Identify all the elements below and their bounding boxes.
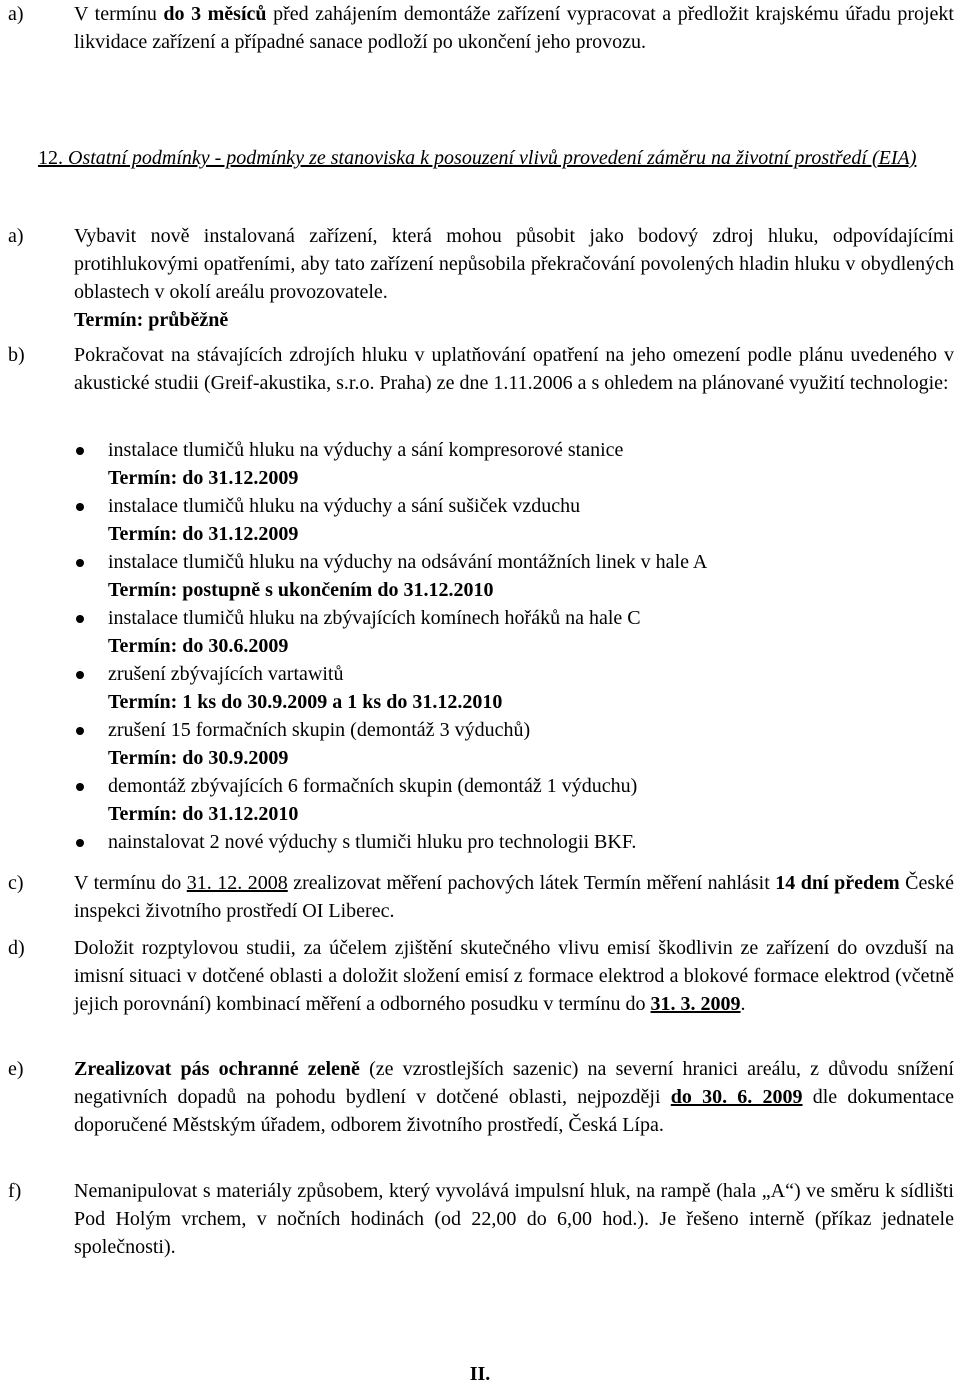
bullet-dot xyxy=(76,503,84,511)
paragraph-item-c: c) V termínu do 31. 12. 2008 zrealizovat měření pachových látek Termín měření nahlásit 14 dní předem České inspekci životního prostředí OI Liberec. xyxy=(74,869,954,925)
list-marker: a) xyxy=(8,3,24,25)
deadline-term: Termín: do 30.9.2009 xyxy=(108,747,289,769)
list-marker: e) xyxy=(8,1058,24,1080)
bullet-dot xyxy=(76,559,84,567)
bullet-dot xyxy=(76,447,84,455)
deadline-term: Termín: postupně s ukončením do 31.12.2010 xyxy=(108,579,494,601)
list-marker: d) xyxy=(8,937,25,959)
deadline-term: Termín: do 30.6.2009 xyxy=(108,635,289,657)
list-marker: c) xyxy=(8,872,24,894)
next-section-heading: II. xyxy=(469,1363,491,1385)
section-heading-12 xyxy=(38,145,956,172)
paragraph-item-e: e) Zrealizovat pás ochranné zeleně (ze vzrostlejších sazenic) na severní hranici areálu, z důvodu snížení negativních dopadů na pohodu bydlení v dotčené oblasti, nejpozději do 30. 6. 2009 dle dokumentace doporučené Městským úřadem, odborem životního prostředí, Česká Lípa. xyxy=(74,1055,954,1139)
list-item: nainstalovat 2 nové výduchy s tlumiči hluku pro technologii BKF. xyxy=(108,828,958,856)
deadline-term: Termín: do 31.12.2010 xyxy=(108,803,299,825)
section-title: Ostatní podmínky - podmínky ze stanoviska k posouzení vlivů provedení záměru na životní prostředí (EIA) xyxy=(68,147,917,169)
list-marker: b) xyxy=(8,344,25,366)
bullet-dot xyxy=(76,727,84,735)
paragraph-item-d: d) Doložit rozptylovou studii, za účelem zjištění skutečného vlivu emisí škodlivin ze zařízení do ovzduší na imisní situaci v dotčené oblasti a doložit složení emisí z formace elektrod a blokové formace elektrod (včetně jejich porovnání) kombinací měření a odborného posudku v termínu do 31. 3. 2009. xyxy=(74,934,954,1018)
deadline-term: Termín: do 31.12.2009 xyxy=(108,467,299,489)
list-item: zrušení 15 formačních skupin (demontáž 3 výduchů) Termín: do 30.9.2009 xyxy=(108,716,958,772)
list-item: instalace tlumičů hluku na výduchy a sání kompresorové stanice Termín: do 31.12.2009 xyxy=(108,436,958,492)
paragraph-item-a: a) Vybavit nově instalovaná zařízení, která mohou působit jako bodový zdroj hluku, odpovídajícími protihlukovými opatřeními, aby tato zařízení nepůsobila překračování povolených hladin hluku v obydlených oblastech v okolí areálu provozovatele. Termín: průběžně xyxy=(74,222,954,334)
paragraph-item-f: f) Nemanipulovat s materiály způsobem, který vyvolává impulsní hluk, na rampě (hala „A“) ve směru k sídlišti Pod Holým vrchem, v nočních hodinách (od 22,00 do 6,00 hod.). Je řešeno interně (příkaz jednatele společnosti). xyxy=(74,1177,954,1261)
deadline-term: Termín: průběžně xyxy=(74,309,229,331)
deadline-term: Termín: do 31.12.2009 xyxy=(108,523,299,545)
list-marker: a) xyxy=(8,225,24,247)
bullet-dot xyxy=(76,615,84,623)
list-item: instalace tlumičů hluku na zbývajících komínech hořáků na hale C Termín: do 30.6.2009 xyxy=(108,604,958,660)
list-item: instalace tlumičů hluku na výduchy na odsávání montážních linek v hale A Termín: postupně s ukončením do 31.12.2010 xyxy=(108,548,958,604)
bullet-dot xyxy=(76,671,84,679)
list-marker: f) xyxy=(8,1180,22,1202)
list-item: demontáž zbývajících 6 formačních skupin (demontáž 1 výduchu) Termín: do 31.12.2010 xyxy=(108,772,958,828)
deadline-term: Termín: 1 ks do 30.9.2009 a 1 ks do 31.12.2010 xyxy=(108,691,503,713)
section-number: 12. xyxy=(38,147,63,169)
paragraph-item-b: b) Pokračovat na stávajících zdrojích hluku v uplatňování opatření na jeho omezení podle plánu uvedeného v akustické studii (Greif-akustika, s.r.o. Praha) ze dne 1.11.2006 a s ohledem na plánované využití technologie: xyxy=(74,341,954,397)
list-item: zrušení zbývajících vartawitů Termín: 1 ks do 30.9.2009 a 1 ks do 31.12.2010 xyxy=(108,660,958,716)
bullet-dot xyxy=(76,839,84,847)
bullet-dot xyxy=(76,783,84,791)
paragraph-prev-a: a) V termínu do 3 měsíců před zahájením demontáže zařízení vypracovat a předložit krajskému úřadu projekt likvidace zařízení a případné sanace podloží po ukončení jeho provozu. xyxy=(74,0,954,56)
list-item: instalace tlumičů hluku na výduchy a sání sušiček vzduchu Termín: do 31.12.2009 xyxy=(108,492,958,548)
